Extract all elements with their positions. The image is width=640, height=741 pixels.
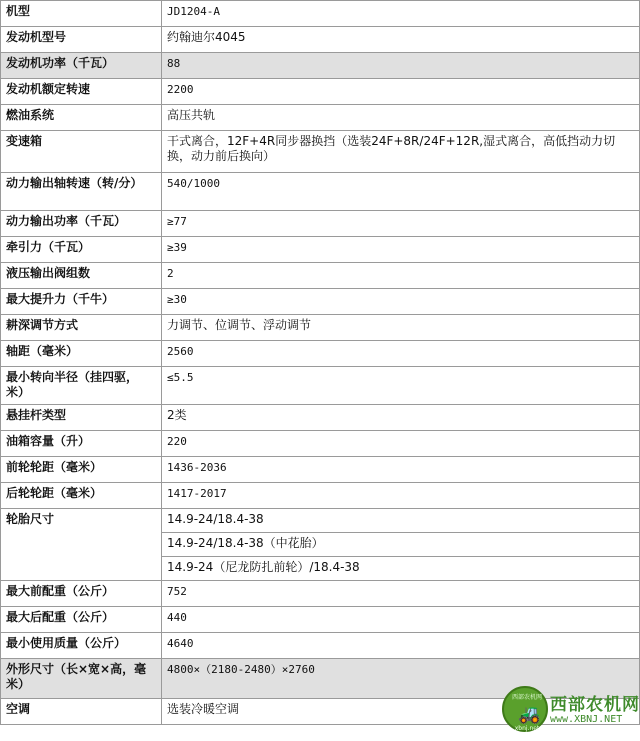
spec-label: 燃油系统 <box>1 105 162 131</box>
spec-value: ≤5.5 <box>162 367 640 405</box>
table-row <box>1 105 640 131</box>
spec-value: JD1204-A <box>162 1 640 27</box>
spec-label: 发动机型号 <box>1 27 162 53</box>
spec-value: 14.9-24/18.4-38（中花胎） <box>162 533 640 557</box>
spec-label: 变速箱 <box>1 131 162 173</box>
spec-table-body <box>1 1 640 725</box>
spec-value: 4800×（2180-2480）×2760 <box>162 659 640 699</box>
table-row <box>1 483 640 509</box>
spec-label: 最大提升力（千牛） <box>1 289 162 315</box>
spec-value: 14.9-24/18.4-38 <box>162 509 640 533</box>
spec-label: 牵引力（千瓦） <box>1 237 162 263</box>
table-row <box>1 607 640 633</box>
watermark-logo <box>498 680 640 736</box>
watermark-url: www.XBNJ.NET <box>550 714 623 725</box>
spec-label: 后轮轮距（毫米） <box>1 483 162 509</box>
spec-label: 最小使用质量（公斤） <box>1 633 162 659</box>
spec-value: 选装冷暖空调 <box>162 699 640 725</box>
spec-label: 最大前配重（公斤） <box>1 581 162 607</box>
table-row <box>1 237 640 263</box>
table-row <box>1 1 640 27</box>
watermark-title: 西部农机网 <box>550 695 640 715</box>
tractor-badge-icon <box>502 686 548 732</box>
tractor-icon: 🚜 <box>518 704 541 725</box>
spec-label: 最小转向半径（挂四驱，米） <box>1 367 162 405</box>
table-row <box>1 431 640 457</box>
spec-label: 空调 <box>1 699 162 725</box>
table-row <box>1 633 640 659</box>
table-row <box>1 405 640 431</box>
spec-value: 2200 <box>162 79 640 105</box>
table-row <box>1 53 640 79</box>
spec-label: 外形尺寸（长×宽×高，毫米） <box>1 659 162 699</box>
spec-label: 最大后配重（公斤） <box>1 607 162 633</box>
table-row <box>1 509 640 533</box>
spec-value: 4640 <box>162 633 640 659</box>
spec-label: 发动机功率（千瓦） <box>1 53 162 79</box>
table-row <box>1 457 640 483</box>
table-row <box>1 315 640 341</box>
spec-value: 1436-2036 <box>162 457 640 483</box>
spec-value: ≥39 <box>162 237 640 263</box>
spec-value: 540/1000 <box>162 173 640 211</box>
spec-label: 轮胎尺寸 <box>1 509 162 581</box>
table-row <box>1 131 640 173</box>
table-row <box>1 289 640 315</box>
spec-value: 力调节、位调节、浮动调节 <box>162 315 640 341</box>
spec-label: 轴距（毫米） <box>1 341 162 367</box>
spec-value: 752 <box>162 581 640 607</box>
spec-value: 1417-2017 <box>162 483 640 509</box>
spec-value: 220 <box>162 431 640 457</box>
spec-label: 发动机额定转速 <box>1 79 162 105</box>
badge-top-text: 西部农机网 <box>511 694 542 701</box>
spec-value: 2类 <box>162 405 640 431</box>
table-row <box>1 341 640 367</box>
spec-label: 液压输出阀组数 <box>1 263 162 289</box>
spec-value: 14.9-24（尼龙防扎前轮）/18.4-38 <box>162 557 640 581</box>
spec-value: 干式离合，12F+4R同步器换挡（选装24F+8R/24F+12R,湿式离合，高低挡动力切换，动力前后换向） <box>162 131 640 173</box>
spec-label: 耕深调节方式 <box>1 315 162 341</box>
spec-label: 动力输出轴转速（转/分） <box>1 173 162 211</box>
badge-bottom-text: xbnj.net <box>514 725 540 732</box>
spec-label: 前轮轮距（毫米） <box>1 457 162 483</box>
table-row <box>1 367 640 405</box>
spec-label: 动力输出功率（千瓦） <box>1 211 162 237</box>
table-row <box>1 79 640 105</box>
spec-value: 约翰迪尔4045 <box>162 27 640 53</box>
spec-value: ≥30 <box>162 289 640 315</box>
table-row <box>1 263 640 289</box>
spec-value: 2 <box>162 263 640 289</box>
spec-label: 机型 <box>1 1 162 27</box>
spec-value: 88 <box>162 53 640 79</box>
spec-value: ≥77 <box>162 211 640 237</box>
spec-value: 440 <box>162 607 640 633</box>
table-row <box>1 581 640 607</box>
spec-label: 悬挂杆类型 <box>1 405 162 431</box>
table-row <box>1 211 640 237</box>
spec-label: 油箱容量（升） <box>1 431 162 457</box>
spec-value: 高压共轨 <box>162 105 640 131</box>
table-row <box>1 173 640 211</box>
table-row <box>1 27 640 53</box>
spec-value: 2560 <box>162 341 640 367</box>
